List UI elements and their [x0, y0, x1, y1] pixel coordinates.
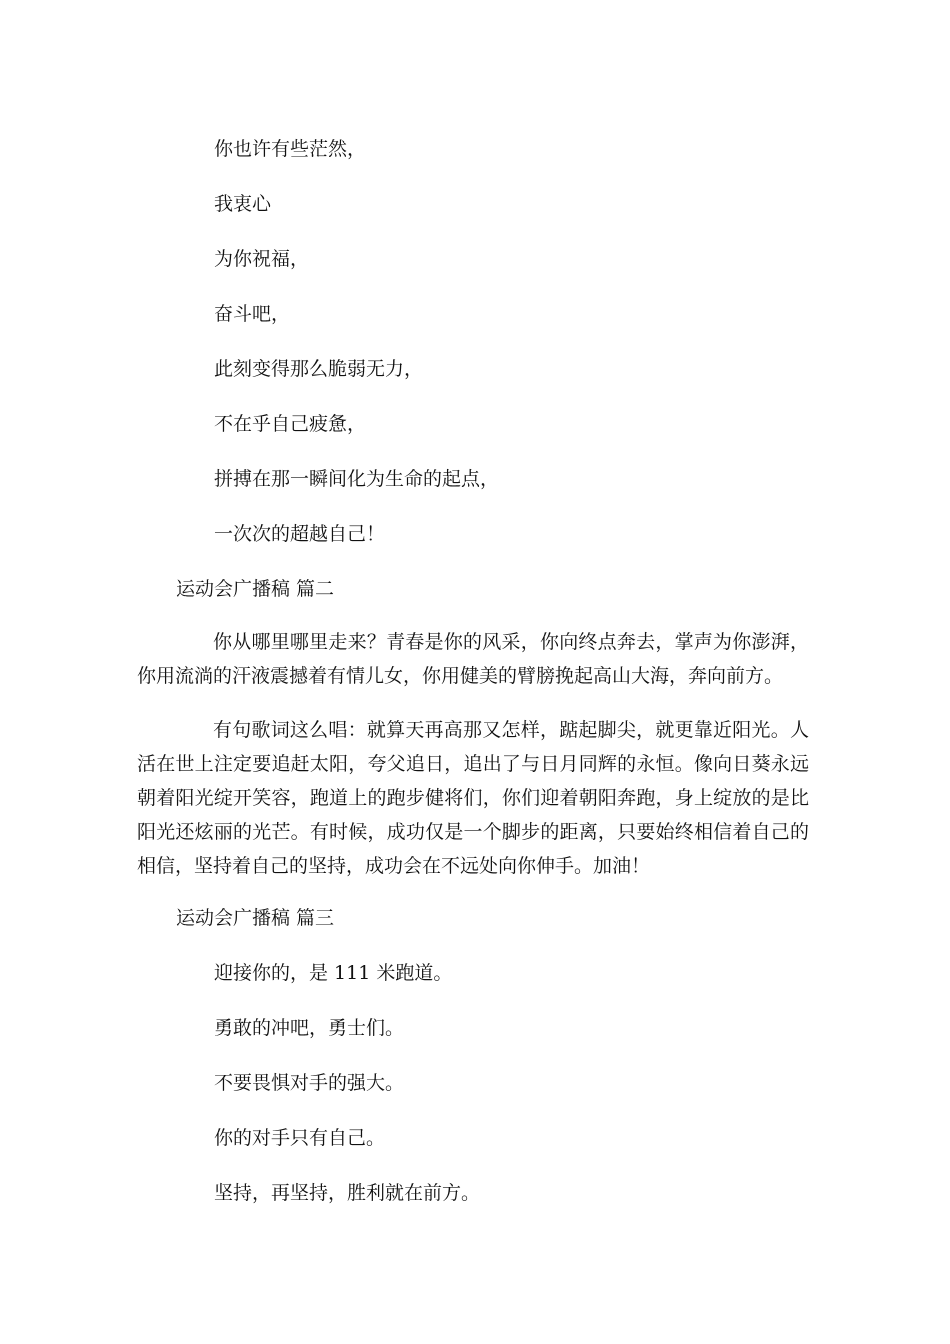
- verse-line: 一次次的超越自己！: [214, 523, 386, 545]
- verse-line: 奋斗吧，: [214, 303, 291, 325]
- body-paragraph: 有句歌词这么唱：就算天再高那又怎样，踮起脚尖，就更靠近阳光。人活在世上注定要追赶太阳，夸父追日，追出了与日月同辉的永恒。像向日葵永远朝着阳光绽开笑容，跑道上的跑步健将们，你们迎着朝阳奔跑，身上绽放的是比阳光还炫丽的光芒。有时候，成功仅是一个脚步的距离，只要始终相信着自己的相信，坚持着自己的坚持，成功会在不远处向你伸手。加油！: [137, 719, 809, 877]
- section-heading: 运动会广播稿 篇三: [176, 907, 335, 929]
- verse-line: 你的对手只有自己。: [214, 1127, 386, 1149]
- verse-line: 勇敢的冲吧，勇士们。: [214, 1017, 405, 1039]
- verse-line: 拼搏在那一瞬间化为生命的起点，: [214, 468, 500, 490]
- section-heading: 运动会广播稿 篇二: [176, 578, 335, 600]
- verse-line: 不在乎自己疲惫，: [214, 413, 367, 435]
- verse-line: 坚持，再坚持，胜利就在前方。: [214, 1182, 481, 1204]
- verse-line: 不要畏惧对手的强大。: [214, 1072, 405, 1094]
- verse-line: 为你祝福，: [214, 248, 310, 270]
- verse-line: 你也许有些茫然，: [214, 138, 367, 160]
- verse-line: 此刻变得那么脆弱无力，: [214, 358, 424, 380]
- verse-line: 我衷心: [214, 193, 272, 215]
- body-paragraph: 你从哪里哪里走来？青春是你的风采，你向终点奔去，掌声为你澎湃，你用流淌的汗液震撼着有情儿女，你用健美的臂膀挽起高山大海，奔向前方。: [137, 631, 809, 687]
- verse-line: 迎接你的，是 111 米跑道。: [214, 962, 453, 984]
